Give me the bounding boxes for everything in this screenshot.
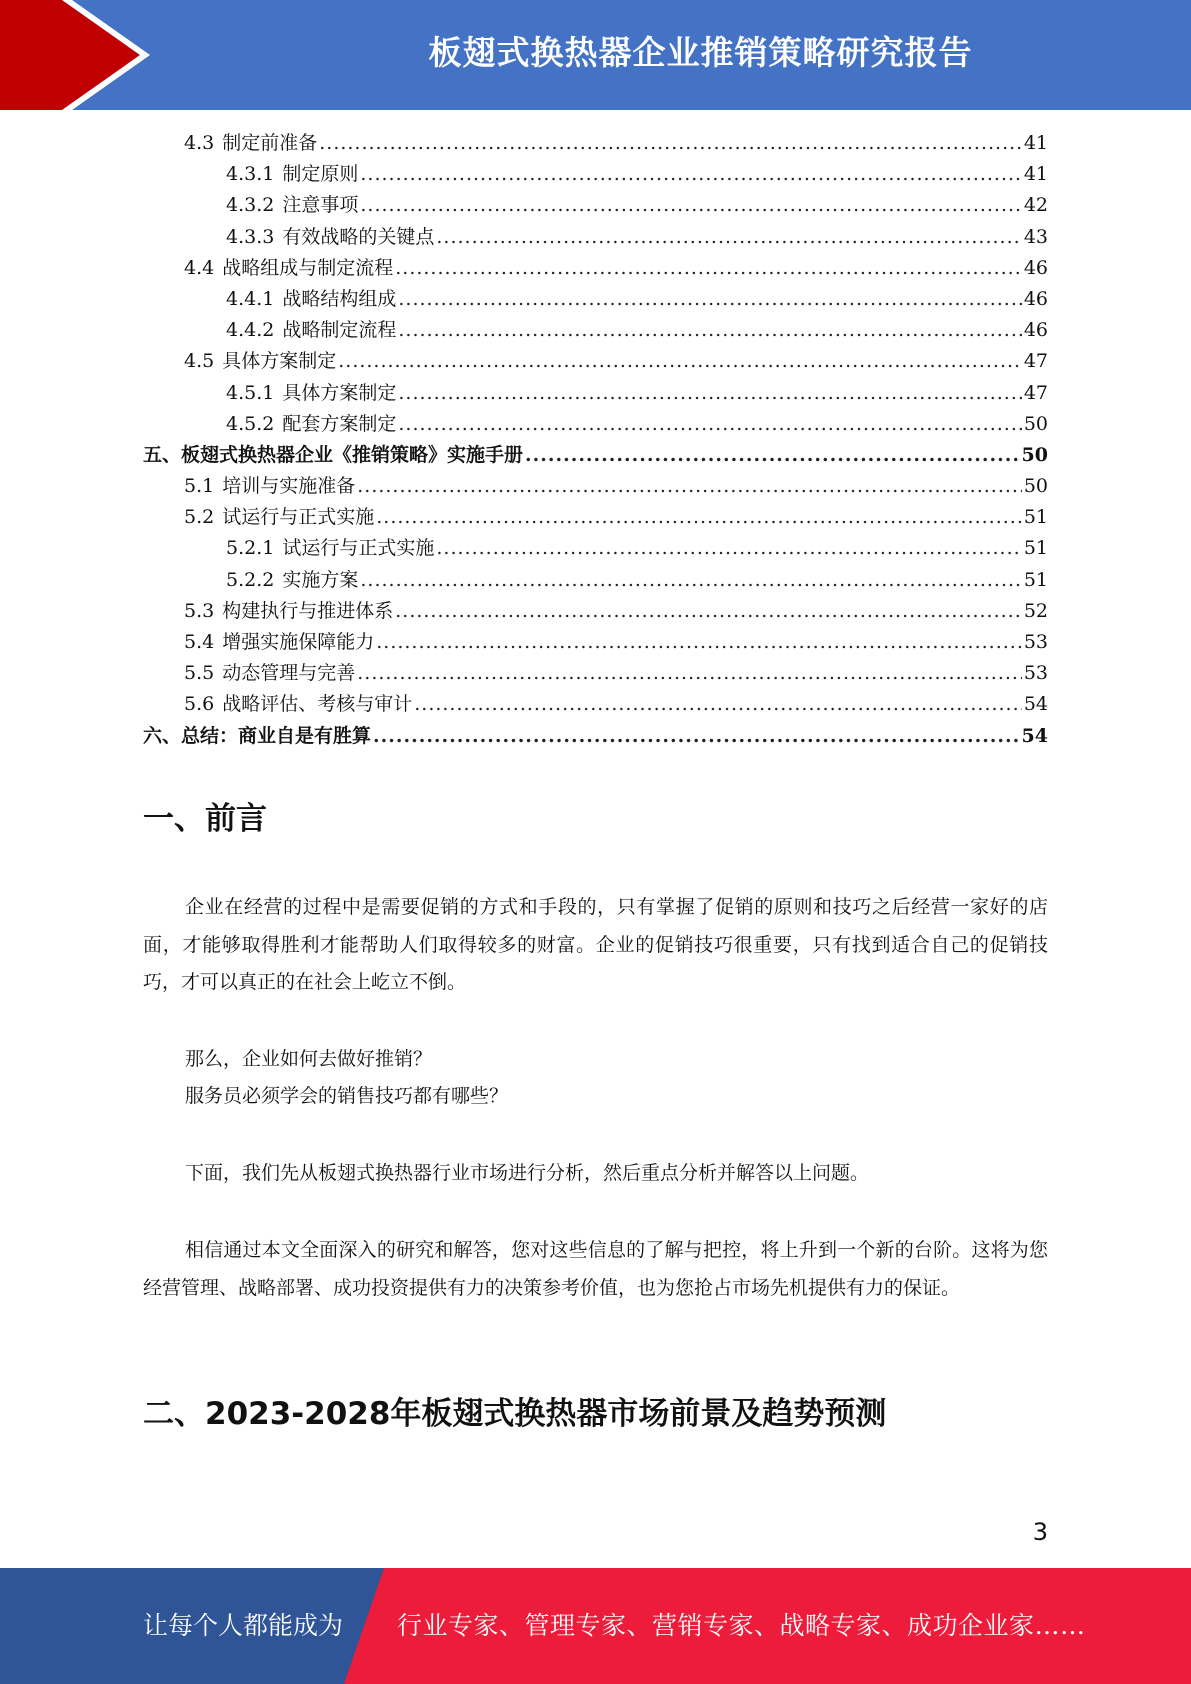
- toc-entry-page: 53: [1023, 631, 1048, 653]
- toc-dot-leader: [398, 315, 1021, 346]
- toc-entry[interactable]: [143, 190, 1048, 221]
- toc-entry[interactable]: [143, 222, 1048, 253]
- toc-dot-leader: [376, 502, 1022, 533]
- toc-entry-title: 试运行与正式实施: [222, 506, 375, 529]
- toc-entry-title: 构建执行与推进体系: [222, 599, 394, 622]
- toc-entry[interactable]: [143, 409, 1048, 440]
- toc-entry-number: 5.1: [184, 475, 215, 498]
- toc-dot-leader: [373, 721, 1020, 752]
- toc-entry-page: 42: [1023, 194, 1048, 217]
- toc-entry[interactable]: [143, 440, 1048, 471]
- preface-question-2: 服务员必须学会的销售技巧都有哪些？: [185, 1085, 509, 1107]
- page-header: [0, 0, 1191, 110]
- toc-entry-title: 具体方案制定: [282, 381, 397, 404]
- toc-entry-number: 5.2: [184, 506, 215, 529]
- preface-paragraph-2: 下面，我们先从板翅式换热器行业市场进行分析，然后重点分析并解答以上问题。: [185, 1162, 870, 1184]
- toc-entry-page: 46: [1023, 287, 1048, 310]
- toc-entry-title: 培训与实施准备: [222, 475, 356, 498]
- toc-dot-leader: [414, 689, 1022, 720]
- toc-entry-title: 战略结构组成: [282, 287, 397, 310]
- toc-entry[interactable]: [143, 721, 1048, 752]
- toc-entry-number: 5.6: [184, 693, 215, 716]
- toc-dot-leader: [436, 533, 1021, 564]
- toc-dot-leader: [357, 471, 1022, 502]
- footer-slogan-right: 行业专家、管理专家、营销专家、战略专家、成功企业家……: [397, 1611, 1086, 1640]
- toc-entry-page: 53: [1023, 662, 1048, 685]
- toc-entry-title: 试运行与正式实施: [282, 537, 435, 560]
- toc-dot-leader: [436, 222, 1021, 253]
- toc-entry-page: 43: [1023, 225, 1048, 248]
- toc-entry-number: 4.4: [184, 256, 215, 279]
- toc-entry[interactable]: [143, 284, 1048, 315]
- toc-entry-page: 50: [1023, 412, 1048, 435]
- toc-entry[interactable]: [143, 596, 1048, 627]
- toc-entry-number: 4.4.1: [226, 287, 275, 310]
- toc-entry-page: 51: [1023, 568, 1048, 591]
- toc-entry[interactable]: [143, 627, 1048, 658]
- toc-entry-number: 4.5.1: [226, 381, 275, 404]
- toc-entry[interactable]: [143, 689, 1048, 720]
- toc-entry-number: 5.2.2: [226, 568, 275, 591]
- page-footer: [0, 1568, 1191, 1684]
- toc-entry[interactable]: [143, 471, 1048, 502]
- header-chevron-decoration: [0, 0, 160, 110]
- toc-entry-title: 战略组成与制定流程: [222, 256, 394, 279]
- toc-dot-leader: [398, 409, 1021, 440]
- toc-entry-page: 47: [1023, 350, 1048, 373]
- toc-dot-leader: [357, 658, 1022, 689]
- toc-entry-number: 4.3: [184, 132, 215, 154]
- toc-entry[interactable]: [143, 502, 1048, 533]
- toc-entry-page: 54: [1021, 724, 1048, 747]
- toc-entry-number: 5.5: [184, 662, 215, 685]
- toc-entry[interactable]: [143, 346, 1048, 377]
- toc-entry-title: 战略评估、考核与审计: [222, 693, 413, 716]
- toc-entry-number: 4.4.2: [226, 319, 275, 342]
- toc-entry-page: 46: [1023, 319, 1048, 342]
- toc-entry[interactable]: [143, 658, 1048, 689]
- toc-dot-leader: [525, 440, 1020, 471]
- toc-entry[interactable]: [143, 253, 1048, 284]
- toc-entry-title: 具体方案制定: [222, 350, 337, 373]
- toc-dot-leader: [376, 627, 1022, 658]
- toc-entry-title: 五、板翅式换热器企业《推销策略》实施手册: [143, 443, 524, 466]
- toc-entry-page: 47: [1023, 381, 1048, 404]
- toc-entry-page: 51: [1023, 537, 1048, 560]
- toc-entry-title: 六、总结：商业自是有胜算: [143, 724, 372, 747]
- toc-entry-title: 配套方案制定: [282, 412, 397, 435]
- toc-entry-number: 4.3.3: [226, 225, 275, 248]
- preface-question-1: 那么，企业如何去做好推销？: [185, 1048, 433, 1070]
- toc-entry-page: 46: [1023, 256, 1048, 279]
- preface-paragraph-1: 企业在经营的过程中是需要促销的方式和手段的，只有掌握了促销的原则和技巧之后经营一家好的店面，才能够取得胜利才能帮助人们取得较多的财富。企业的促销技巧很重要，只有找到适合自己的促销技巧，才可以真正的在社会上屹立不倒。: [143, 896, 1048, 993]
- toc-entry-number: 5.3: [184, 599, 215, 622]
- toc-entry-title: 增强实施保障能力: [222, 631, 375, 653]
- toc-dot-leader: [360, 159, 1021, 190]
- toc-entry[interactable]: [143, 378, 1048, 409]
- toc-dot-leader: [395, 253, 1022, 284]
- toc-entry[interactable]: [143, 159, 1048, 190]
- toc-entry-page: 41: [1023, 163, 1048, 186]
- toc-dot-leader: [360, 565, 1021, 596]
- section-heading-preface: 一、前言: [143, 801, 267, 837]
- toc-entry-title: 注意事项: [282, 194, 359, 217]
- toc-entry-number: 4.5.2: [226, 412, 275, 435]
- toc-entry-title: 动态管理与完善: [222, 662, 356, 685]
- toc-entry-title: 战略制定流程: [282, 319, 397, 342]
- toc-entry-title: 制定原则: [282, 163, 359, 186]
- page-number: 3: [1032, 1518, 1048, 1546]
- toc-entry-page: 50: [1023, 475, 1048, 498]
- toc-dot-leader: [398, 284, 1021, 315]
- toc-dot-leader: [360, 190, 1021, 221]
- toc-entry-page: 51: [1023, 506, 1048, 529]
- toc-dot-leader: [338, 346, 1022, 377]
- toc-entry-number: 5.4: [184, 631, 215, 653]
- toc-entry-title: 实施方案: [282, 568, 359, 591]
- toc-entry[interactable]: [143, 128, 1048, 159]
- toc-entry[interactable]: [143, 315, 1048, 346]
- footer-slogan-left: 让每个人都能成为: [143, 1611, 344, 1640]
- toc-entry-title: 制定前准备: [222, 132, 318, 154]
- section-heading-market-forecast: 二、2023-2028年板翅式换热器市场前景及趋势预测: [143, 1396, 887, 1432]
- toc-entry-page: 54: [1023, 693, 1048, 716]
- toc-entry-page: 52: [1023, 599, 1048, 622]
- preface-paragraph-3: 相信通过本文全面深入的研究和解答，您对这些信息的了解与把控，将上升到一个新的台阶。这将为您经营管理、战略部署、成功投资提供有力的决策参考价值，也为您抢占市场先机提供有力的保证。: [143, 1239, 1048, 1299]
- toc-entry-number: 4.3.2: [226, 194, 275, 217]
- toc-entry[interactable]: [143, 565, 1048, 596]
- table-of-contents: [143, 128, 1048, 752]
- toc-dot-leader: [319, 128, 1022, 159]
- toc-entry-number: 4.3.1: [226, 163, 275, 186]
- toc-entry-title: 有效战略的关键点: [282, 225, 435, 248]
- report-title: 板翅式换热器企业推销策略研究报告: [428, 33, 973, 72]
- toc-entry-number: 4.5: [184, 350, 215, 373]
- toc-dot-leader: [398, 378, 1021, 409]
- toc-entry-page: 50: [1021, 443, 1048, 466]
- toc-entry-page: 41: [1023, 132, 1048, 154]
- toc-entry-number: 5.2.1: [226, 537, 275, 560]
- toc-dot-leader: [395, 596, 1022, 627]
- toc-entry[interactable]: [143, 533, 1048, 564]
